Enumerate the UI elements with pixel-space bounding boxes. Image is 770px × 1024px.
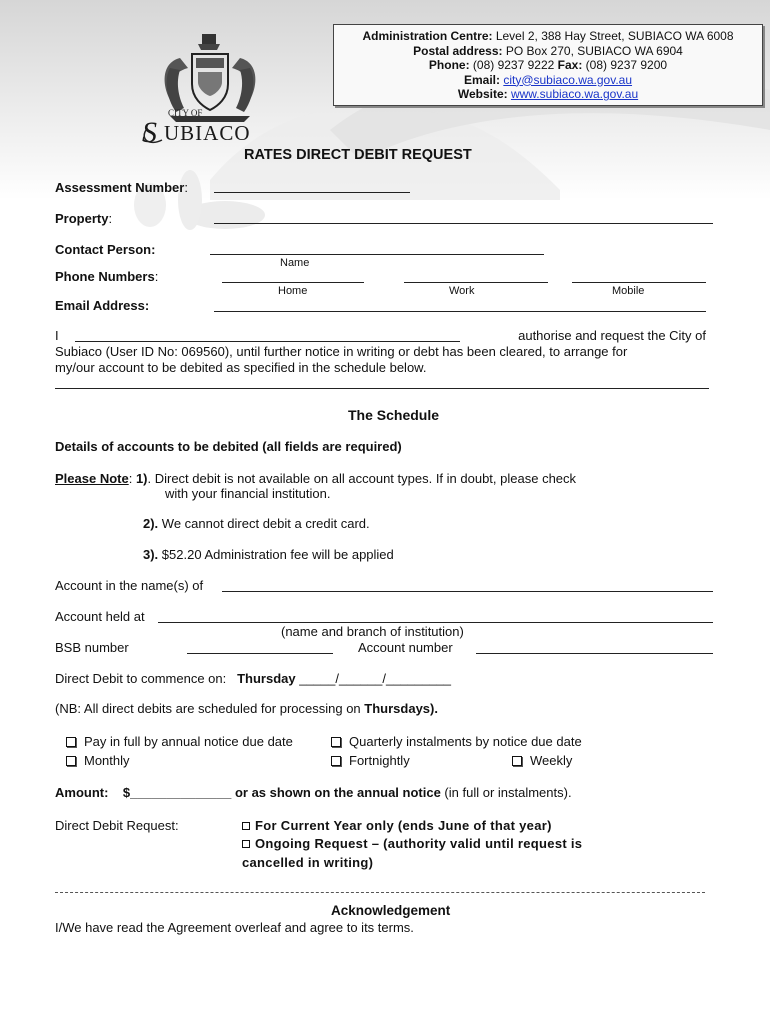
account-number-field[interactable] bbox=[476, 653, 713, 654]
name-caption: Name bbox=[280, 257, 310, 269]
account-held-field[interactable] bbox=[158, 622, 713, 623]
fax-value: (08) 9237 9200 bbox=[582, 58, 668, 72]
authorise-line1: authorise and request the City of bbox=[518, 328, 706, 343]
phone-numbers-label: Phone Numbers: bbox=[55, 269, 159, 284]
amount-field[interactable]: $______________ bbox=[122, 785, 232, 800]
acknowledgement-text: I/We have read the Agreement overleaf and agree to its terms. bbox=[55, 920, 414, 935]
authorise-line2: Subiaco (User ID No: 069560), until further notice in writing or debt has been cleared, to arrange for bbox=[55, 344, 628, 359]
admin-label: Administration Centre: bbox=[362, 29, 493, 43]
option-ongoing-cont: cancelled in writing) bbox=[242, 855, 374, 870]
note-1-cont: with your financial institution. bbox=[165, 486, 331, 501]
checkbox-icon[interactable] bbox=[331, 756, 341, 766]
form-title: RATES DIRECT DEBIT REQUEST bbox=[244, 147, 472, 163]
option-quarterly[interactable]: Quarterly instalments by notice due date bbox=[331, 734, 582, 749]
work-caption: Work bbox=[449, 285, 475, 297]
authorise-i: I bbox=[55, 328, 59, 343]
note-3: 3). $52.20 Administration fee will be applied bbox=[143, 547, 394, 562]
authorise-line3: my/our account to be debited as specified in the schedule below. bbox=[55, 360, 427, 375]
checkbox-icon[interactable] bbox=[331, 737, 341, 747]
option-ongoing[interactable]: Ongoing Request – (authority valid until request is bbox=[242, 836, 582, 851]
property-label: Property: bbox=[55, 211, 113, 226]
coat-of-arms-icon bbox=[140, 28, 280, 146]
admin-value: Level 2, 388 Hay Street, SUBIACO WA 6008 bbox=[492, 29, 734, 43]
email-link[interactable]: city@subiaco.wa.gov.au bbox=[503, 72, 633, 87]
bsb-field[interactable] bbox=[187, 653, 333, 654]
schedule-heading: The Schedule bbox=[348, 407, 440, 423]
checkbox-icon[interactable] bbox=[512, 756, 522, 766]
option-current-year[interactable]: For Current Year only (ends June of that year) bbox=[242, 818, 552, 833]
website-label: Website: bbox=[457, 87, 508, 101]
commence-row: Direct Debit to commence on: Thursday _____/______/_________ bbox=[55, 671, 452, 686]
checkbox-icon[interactable] bbox=[66, 737, 76, 747]
account-number-label: Account number bbox=[358, 640, 453, 655]
authoriser-name-field[interactable] bbox=[75, 341, 460, 342]
option-annual[interactable]: Pay in full by annual notice due date bbox=[66, 734, 293, 749]
contact-person-field[interactable] bbox=[210, 254, 544, 255]
account-names-label: Account in the name(s) of bbox=[55, 578, 204, 593]
fax-label: Fax: bbox=[557, 58, 583, 72]
note-1: Please Note: 1). Direct debit is not available on all account types. If in doubt, please check bbox=[55, 471, 577, 486]
property-field[interactable] bbox=[214, 223, 713, 224]
schedule-details: Details of accounts to be debited (all fields are required) bbox=[55, 439, 402, 454]
acknowledgement-heading: Acknowledgement bbox=[331, 903, 451, 918]
email-address-label: Email Address: bbox=[55, 298, 150, 313]
option-weekly[interactable]: Weekly bbox=[512, 753, 572, 768]
option-monthly[interactable]: Monthly bbox=[66, 753, 130, 768]
amount-row: Amount: $______________ or as shown on the annual notice (in full or instalments). bbox=[55, 785, 572, 800]
postal-value: PO Box 270, SUBIACO WA 6904 bbox=[502, 43, 683, 58]
phone-label: Phone: bbox=[428, 58, 470, 72]
account-held-caption: (name and branch of institution) bbox=[281, 624, 464, 639]
request-label: Direct Debit Request: bbox=[55, 818, 179, 833]
account-held-label: Account held at bbox=[55, 609, 145, 624]
assessment-number-field[interactable] bbox=[214, 192, 410, 193]
option-fortnightly[interactable]: Fortnightly bbox=[331, 753, 410, 768]
checkbox-icon[interactable] bbox=[242, 840, 250, 848]
email-label: Email: bbox=[463, 72, 500, 87]
home-caption: Home bbox=[278, 285, 308, 297]
bsb-label: BSB number bbox=[55, 640, 129, 655]
dashed-divider bbox=[55, 892, 705, 893]
email-address-field[interactable] bbox=[214, 311, 706, 312]
work-phone-field[interactable] bbox=[404, 282, 548, 283]
note-2: 2). We cannot direct debit a credit card. bbox=[143, 516, 370, 531]
checkbox-icon[interactable] bbox=[242, 822, 250, 830]
checkbox-icon[interactable] bbox=[66, 756, 76, 766]
logo-city-of: CITY OF bbox=[168, 108, 203, 118]
contact-person-label: Contact Person: bbox=[55, 242, 156, 257]
nb-note: (NB: All direct debits are scheduled for processing on Thursdays). bbox=[55, 701, 438, 716]
commence-date-field[interactable]: _____/______/_________ bbox=[299, 671, 452, 686]
mobile-caption: Mobile bbox=[612, 285, 645, 297]
account-names-field[interactable] bbox=[222, 591, 713, 592]
logo-name: UBIACO bbox=[164, 121, 251, 145]
mobile-phone-field[interactable] bbox=[572, 282, 706, 283]
website-link[interactable]: www.subiaco.wa.gov.au bbox=[510, 87, 639, 101]
section-divider bbox=[55, 388, 709, 389]
contact-box bbox=[333, 24, 763, 106]
phone-value: (08) 9237 9222 bbox=[469, 58, 558, 72]
svg-text:S: S bbox=[142, 116, 157, 146]
postal-label: Postal address: bbox=[413, 43, 503, 58]
home-phone-field[interactable] bbox=[222, 282, 364, 283]
assessment-number-label: Assessment Number: bbox=[55, 180, 188, 195]
